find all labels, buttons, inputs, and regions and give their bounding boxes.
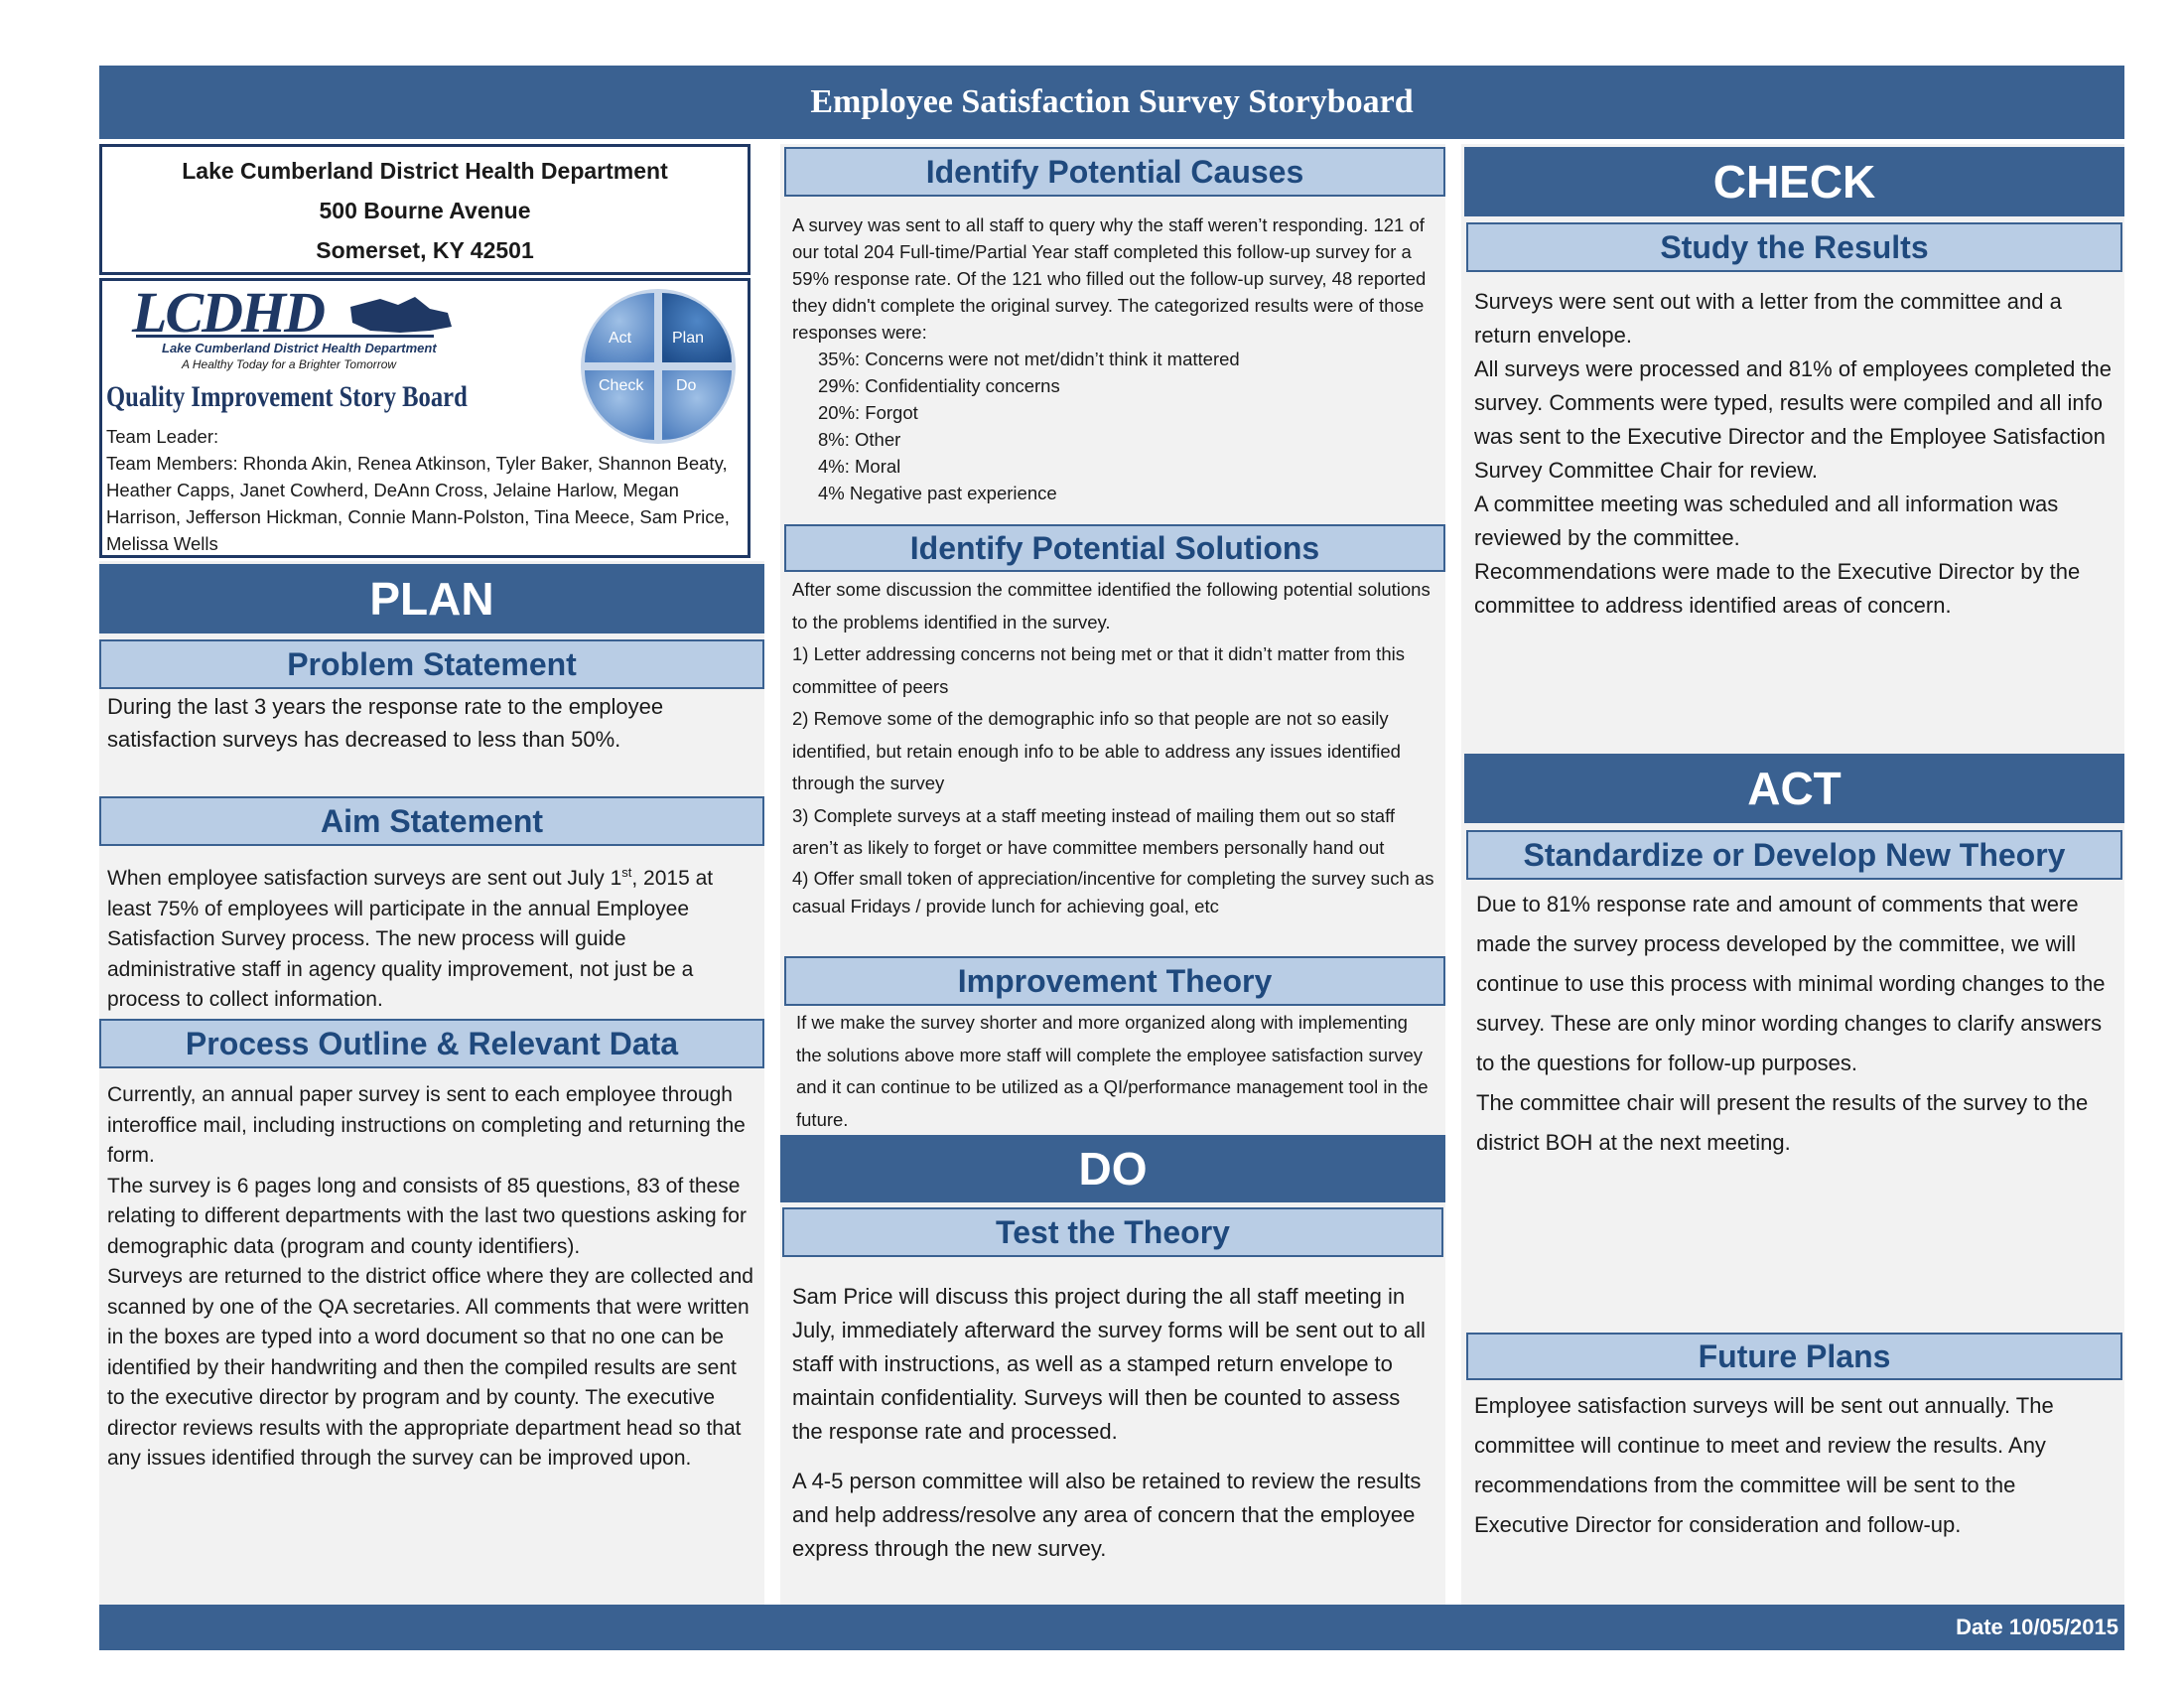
study-results-heading: Study the Results — [1466, 222, 2122, 272]
future-plans-heading: Future Plans — [1466, 1333, 2122, 1380]
test-theory-text — [784, 1280, 1443, 1566]
study-paragraph-2: All surveys were processed and 81% of employees completed the survey. Comments were typed, results were compiled and all info was sent to the Executive Director and the Employee Satisfaction Survey Committee Chair for review. — [1474, 356, 2113, 483]
organization-address-box — [99, 144, 751, 275]
pdca-plan-label: Plan — [672, 330, 705, 347]
test-theory-heading: Test the Theory — [782, 1207, 1443, 1257]
process-outline-text — [99, 1080, 764, 1475]
team-members: Team Members: Rhonda Akin, Renea Atkinson, Tyler Baker, Shannon Beaty, Heather Capps, Janet Cowherd, DeAnn Cross, Jelaine Harlow, Megan Harrison, Jefferson Hickman, Connie Mann-Polston, Tina Meece, Sam Price, Melissa Wells — [106, 453, 730, 554]
aim-text-start: When employee satisfaction surveys are sent out July 1 — [107, 867, 622, 890]
improvement-theory-heading: Improvement Theory — [784, 956, 1445, 1006]
improvement-theory-text — [788, 1007, 1443, 1136]
future-plans-paragraph: Employee satisfaction surveys will be sent out annually. The committee will continue to meet and review the results. Any recommendations from the committee will be sent to the Executive Director for consideration and follow-up. — [1474, 1393, 2054, 1537]
improvement-theory-paragraph: If we make the survey shorter and more organized along with implementing the solutions above more staff will complete the employee satisfaction survey and it can continue to be utilized as a QI/performance management tool in the future. — [796, 1012, 1429, 1130]
plan-heading: PLAN — [99, 564, 764, 633]
page-title: Employee Satisfaction Survey Storyboard — [99, 66, 2124, 139]
study-paragraph-1: Surveys were sent out with a letter from the committee and a return envelope. — [1474, 289, 2062, 348]
test-theory-paragraph-1: Sam Price will discuss this project during the all staff meeting in July, immediately afterward the survey forms will be sent out to all staff with instructions, as well as a stamped return envelope to maintain confidentiality. Surveys will then be counted to assess the response rate and processed. — [792, 1284, 1426, 1444]
cause-item: 29%: Confidentiality concerns — [818, 375, 1060, 396]
act-heading: ACT — [1464, 754, 2124, 823]
aim-superscript: st — [621, 865, 632, 880]
aim-statement-paragraph — [107, 858, 756, 1016]
lcdhd-logo — [132, 280, 460, 376]
test-theory-paragraph-2: A 4-5 person committee will also be retained to review the results and help address/resolve any area of concern that the employee express through the new survey. — [792, 1469, 1422, 1561]
cause-item: 35%: Concerns were not met/didn’t think it mattered — [818, 349, 1240, 369]
study-paragraph-3: A committee meeting was scheduled and all information was reviewed by the committee. — [1474, 492, 2059, 550]
aim-text-end: , 2015 at least 75% of employees will participate in the annual Employee Satisfaction Survey process. The new process will guide administrative staff in agency quality improvement, not just be a process to collect information. — [107, 867, 714, 1011]
study-paragraph-4: Recommendations were made to the Executive Director by the committee to address identified areas of concern. — [1474, 559, 2081, 618]
solutions-intro: After some discussion the committee identified the following potential solutions to the problems identified in the survey. — [792, 579, 1431, 633]
standardize-text — [1468, 885, 2122, 1163]
solutions-text — [784, 574, 1445, 920]
storyboard-info-box — [99, 278, 751, 558]
solutions-heading: Identify Potential Solutions — [784, 524, 1445, 572]
process-paragraph-2: The survey is 6 pages long and consists of 85 questions, 83 of these relating to different departments with the last two questions asking for demographic data (program and county identifiers). — [107, 1174, 747, 1258]
causes-text — [784, 211, 1445, 506]
do-heading: DO — [780, 1135, 1445, 1202]
logo-tagline: A Healthy Today for a Brighter Tomorrow — [182, 357, 397, 371]
solution-item: 2) Remove some of the demographic info so that people are not so easily identified, but retain enough info to be able to address any issues identified through the survey — [792, 708, 1401, 793]
process-paragraph-1: Currently, an annual paper survey is sent to each employee through interoffice mail, including instructions on completing and returning the form. — [107, 1083, 746, 1167]
causes-intro: A survey was sent to all staff to query why the staff weren’t responding. 121 of our total 204 Full-time/Partial Year staff completed this follow-up survey for a 59% response rate. Of the 121 who filled out the follow-up survey, 48 reported they didn't complete the original survey. The categorized results were of those responses were: — [792, 214, 1427, 343]
cause-item: 8%: Other — [818, 429, 901, 450]
aim-statement-heading: Aim Statement — [99, 796, 764, 846]
pdca-act-label: Act — [609, 330, 632, 347]
organization-name: Lake Cumberland District Health Department — [182, 158, 668, 184]
problem-statement-text — [99, 690, 764, 756]
problem-statement-paragraph: During the last 3 years the response rate to the employee satisfaction surveys has decreased to less than 50%. — [107, 694, 664, 752]
solution-item: 1) Letter addressing concerns not being met or that it didn’t matter from this committee of peers — [792, 643, 1405, 697]
solution-item: 3) Complete surveys at a staff meeting instead of mailing them out so staff aren’t as likely to forget or have committee members personally hand out — [792, 804, 1396, 858]
cause-item: 4%: Moral — [818, 456, 901, 477]
organization-city: Somerset, KY 42501 — [316, 237, 534, 263]
standardize-paragraph-2: The committee chair will present the results of the survey to the district BOH at the next meeting. — [1476, 1090, 2089, 1155]
solution-item: 4) Offer small token of appreciation/incentive for completing the survey such as casual Fridays / provide lunch for achieving goal, etc — [792, 867, 1434, 916]
causes-heading: Identify Potential Causes — [784, 147, 1445, 197]
team-leader: Team Leader: — [106, 426, 219, 447]
process-outline-heading: Process Outline & Relevant Data — [99, 1019, 764, 1068]
storyboard-title: Quality Improvement Story Board — [106, 380, 468, 413]
organization-street: 500 Bourne Avenue — [319, 198, 531, 223]
problem-statement-heading: Problem Statement — [99, 639, 764, 689]
standardize-heading: Standardize or Develop New Theory — [1466, 830, 2122, 880]
cause-item: 4% Negative past experience — [818, 483, 1057, 503]
cause-item: 20%: Forgot — [818, 402, 918, 423]
team-info — [106, 423, 747, 557]
logo-subtitle: Lake Cumberland District Health Department — [162, 341, 437, 355]
aim-statement-text — [99, 858, 764, 1016]
check-heading: CHECK — [1464, 147, 2124, 216]
pdca-check-label: Check — [599, 377, 644, 394]
logo-wordmark: LCDHD — [132, 280, 324, 345]
footer-date: Date 10/05/2015 — [99, 1605, 2124, 1650]
process-paragraph-3: Surveys are returned to the district office where they are collected and scanned by one of the QA secretaries. All comments that were written in the boxes are typed into a word document so that no one can be identified by their handwriting and then the compiled results are sent to the executive director by program and by county. The executive director reviews results with the appropriate department head so that any issues identified through the survey can be improved upon. — [107, 1265, 753, 1470]
study-results-text — [1466, 285, 2122, 623]
pdca-do-label: Do — [676, 377, 697, 394]
future-plans-text — [1466, 1386, 2122, 1545]
standardize-paragraph-1: Due to 81% response rate and amount of comments that were made the survey process developed by the committee, we will continue to use this process with minimal wording changes to the survey. These are only minor wording changes to clarify answers to the questions for follow-up purposes. — [1476, 892, 2106, 1075]
